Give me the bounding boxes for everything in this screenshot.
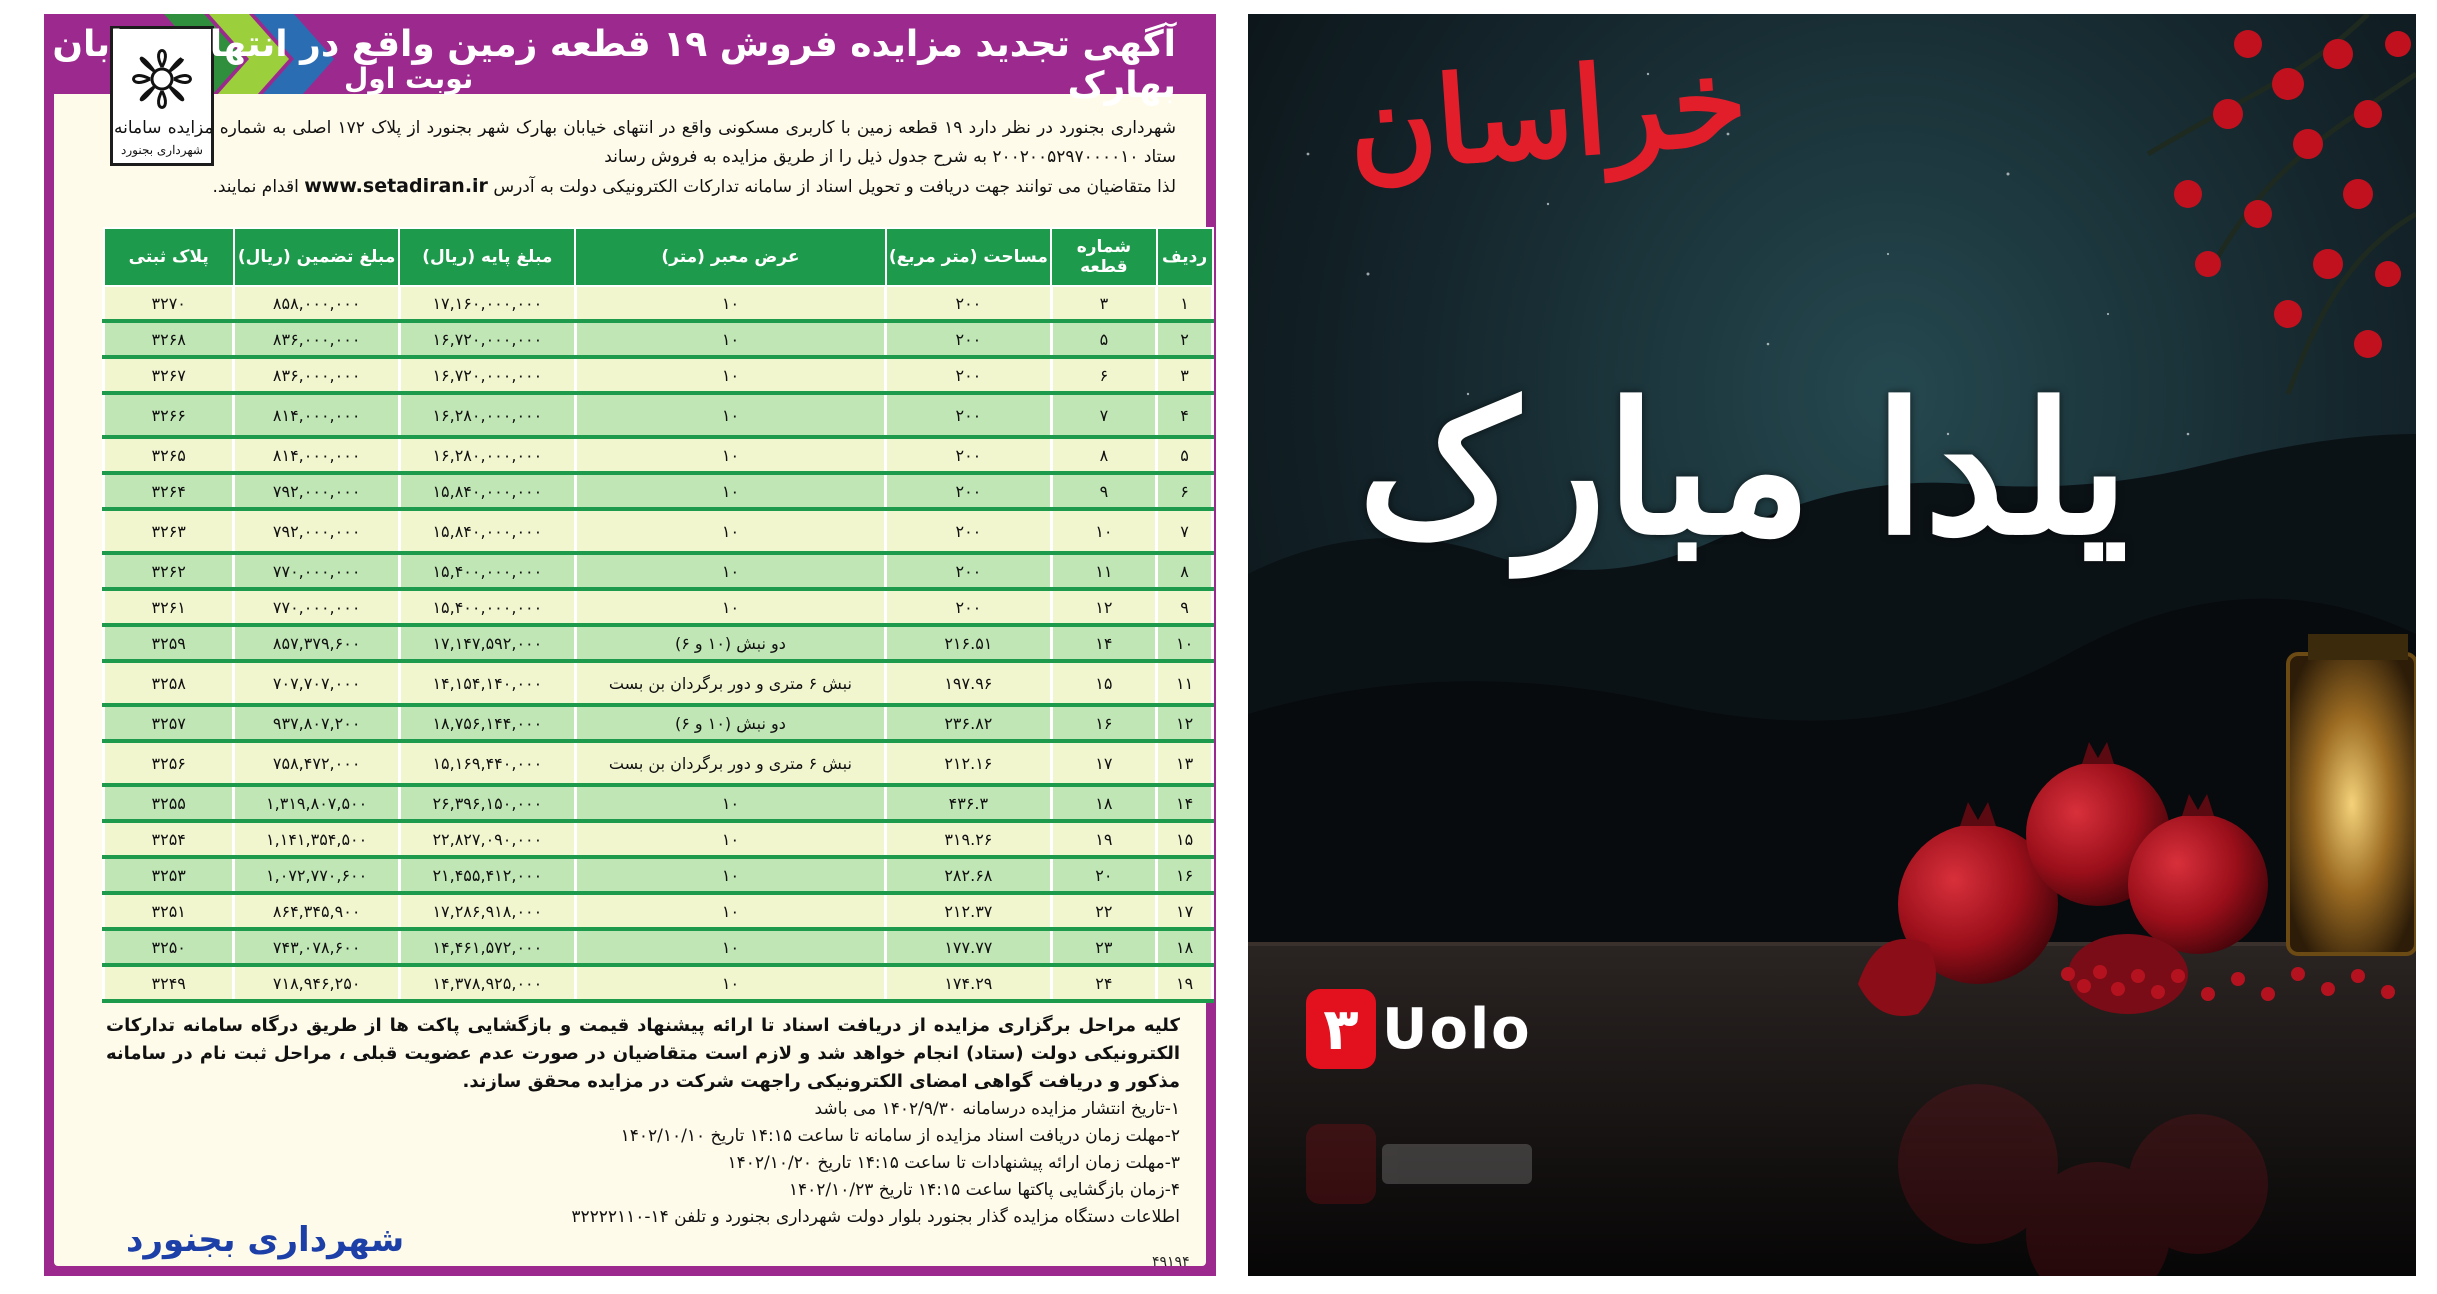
col-street-width-cell: ۱۰ (575, 929, 885, 965)
col-row-number-cell: ۵ (1157, 437, 1213, 473)
yalda-greeting: یلدا مبارک (1358, 364, 2129, 575)
col-lot-number-cell: ۱۸ (1051, 785, 1157, 821)
brand-logo (1306, 986, 1532, 1072)
col-lot-number-cell: ۱۴ (1051, 625, 1157, 661)
procedure-note: کلیه مراحل برگزاری مزایده از دریافت اسناد تا ارائه پیشنهاد قیمت و بازگشایی پاکت ها از طریق درگاه سامانه تدارکات الکترونیکی دولت (ستاد) انجام خواهد شد و لازم است متقاضیان در صورت عدم عضویت قبلی ، مراحل ثبت نام در سامانه مذکور و دریافت گواهی امضای الکترونیکی راجهت شرکت در مزایده محقق سازند. (106, 1015, 1180, 1092)
col-registry-plate-cell: ۳۲۵۱ (104, 893, 234, 929)
step-2: ۲-مهلت زمان دریافت اسناد مزایده از سامانه تا ساعت ۱۴:۱۵ تاریخ ۱۴۰۲/۱۰/۱۰ (620, 1126, 1180, 1146)
col-guarantee-cell: ۸۳۶,۰۰۰,۰۰۰ (234, 357, 400, 393)
col-area-cell: ۲۳۶.۸۲ (886, 705, 1052, 741)
col-street-width-cell: دو نبش (۱۰ و ۶) (575, 625, 885, 661)
table-body (104, 286, 1213, 1001)
table-header-row (104, 228, 1213, 286)
col-area-cell: ۳۱۹.۲۶ (886, 821, 1052, 857)
col-area-cell: ۲۱۲.۱۶ (886, 741, 1052, 785)
col-street-width-cell: ۱۰ (575, 357, 885, 393)
auction-notice (44, 14, 1216, 1276)
step-4: ۴-زمان بازگشایی پاکتها ساعت ۱۴:۱۵ تاریخ ۱۴۰۲/۱۰/۲۳ (788, 1180, 1180, 1200)
table-row (104, 393, 1213, 437)
col-base-price-cell: ۱۴,۴۶۱,۵۷۲,۰۰۰ (399, 929, 575, 965)
intro-text-2: لذا متقاضیان می توانند جهت دریافت و تحویل اسناد از سامانه تدارکات الکترونیکی دولت به آدرس (493, 177, 1176, 197)
notice-code: ۴۹۱۹۴ (1152, 1254, 1190, 1270)
col-street-width-cell: ۱۰ (575, 857, 885, 893)
col-street-width-cell: ۱۰ (575, 509, 885, 553)
col-lot-number-cell: ۲۴ (1051, 965, 1157, 1001)
col-lot-number-cell: ۸ (1051, 437, 1157, 473)
col-guarantee-cell: ۷۷۰,۰۰۰,۰۰۰ (234, 589, 400, 625)
table-row (104, 553, 1213, 589)
step-1: ۱-تاریخ انتشار مزایده درسامانه ۱۴۰۲/۹/۳۰ می باشد (814, 1099, 1180, 1119)
col-street-width-cell: نبش ۶ متری و دور برگردان بن بست (575, 661, 885, 705)
col-base-price-cell: ۱۴,۳۷۸,۹۲۵,۰۰۰ (399, 965, 575, 1001)
col-registry-plate-cell: ۳۲۵۶ (104, 741, 234, 785)
table-row (104, 705, 1213, 741)
col-row-number-cell: ۸ (1157, 553, 1213, 589)
col-guarantee-cell: ۷۱۸,۹۴۶,۲۵۰ (234, 965, 400, 1001)
col-registry-plate-cell: ۳۲۶۸ (104, 321, 234, 357)
intro-text-3: اقدام نمایند. (212, 177, 299, 197)
col-area-header: مساحت (متر مربع) (886, 228, 1052, 286)
col-area-cell: ۲۰۰ (886, 393, 1052, 437)
col-base-price-cell: ۱۵,۴۰۰,۰۰۰,۰۰۰ (399, 553, 575, 589)
table-row (104, 741, 1213, 785)
col-area-cell: ۲۰۰ (886, 553, 1052, 589)
brand-mark-icon: ۳ (1306, 989, 1376, 1069)
col-lot-number-cell: ۲۰ (1051, 857, 1157, 893)
col-street-width-cell: نبش ۶ متری و دور برگردان بن بست (575, 741, 885, 785)
col-row-number-cell: ۱۸ (1157, 929, 1213, 965)
col-guarantee-cell: ۷۹۲,۰۰۰,۰۰۰ (234, 473, 400, 509)
col-base-price-cell: ۱۴,۱۵۴,۱۴۰,۰۰۰ (399, 661, 575, 705)
table-row (104, 965, 1213, 1001)
col-lot-number-cell: ۶ (1051, 357, 1157, 393)
col-lot-number-cell: ۱۶ (1051, 705, 1157, 741)
col-guarantee-cell: ۸۵۷,۳۷۹,۶۰۰ (234, 625, 400, 661)
col-street-width-cell: ۱۰ (575, 553, 885, 589)
col-base-price-header: مبلغ پایه (ریال) (399, 228, 575, 286)
contact-info: اطلاعات دستگاه مزایده گذار بجنورد بلوار دولت شهرداری بجنورد و تلفن ۱۴-۳۲۲۲۲۱۱۰ (571, 1207, 1180, 1227)
col-base-price-cell: ۱۶,۷۲۰,۰۰۰,۰۰۰ (399, 357, 575, 393)
col-row-number-cell: ۱۱ (1157, 661, 1213, 705)
col-street-width-cell: ۱۰ (575, 821, 885, 857)
table-row (104, 661, 1213, 705)
col-guarantee-cell: ۸۶۴,۳۴۵,۹۰۰ (234, 893, 400, 929)
table-row (104, 473, 1213, 509)
col-guarantee-cell: ۷۷۰,۰۰۰,۰۰۰ (234, 553, 400, 589)
col-base-price-cell: ۱۵,۱۶۹,۴۴۰,۰۰۰ (399, 741, 575, 785)
col-row-number-cell: ۱۹ (1157, 965, 1213, 1001)
col-registry-plate-header: پلاک ثبتی (104, 228, 234, 286)
col-street-width-cell: ۱۰ (575, 321, 885, 357)
setad-website-link[interactable]: www.setadiran.ir (304, 175, 488, 197)
col-street-width-cell: ۱۰ (575, 393, 885, 437)
col-registry-plate-cell: ۳۲۶۳ (104, 509, 234, 553)
col-registry-plate-cell: ۳۲۶۶ (104, 393, 234, 437)
col-guarantee-cell: ۱,۳۱۹,۸۰۷,۵۰۰ (234, 785, 400, 821)
col-area-cell: ۴۳۶.۳ (886, 785, 1052, 821)
col-row-number-cell: ۱۷ (1157, 893, 1213, 929)
col-registry-plate-cell: ۳۲۵۵ (104, 785, 234, 821)
col-street-width-cell: دو نبش (۱۰ و ۶) (575, 705, 885, 741)
col-base-price-cell: ۱۶,۲۸۰,۰۰۰,۰۰۰ (399, 437, 575, 473)
col-lot-number-cell: ۱۷ (1051, 741, 1157, 785)
col-base-price-cell: ۱۵,۴۰۰,۰۰۰,۰۰۰ (399, 589, 575, 625)
col-lot-number-cell: ۱۹ (1051, 821, 1157, 857)
signature: شهرداری بجنورد (126, 1220, 405, 1260)
col-area-cell: ۲۰۰ (886, 589, 1052, 625)
col-guarantee-cell: ۹۳۷,۸۰۷,۲۰۰ (234, 705, 400, 741)
col-guarantee-cell: ۷۰۷,۷۰۷,۰۰۰ (234, 661, 400, 705)
col-area-cell: ۱۷۴.۲۹ (886, 965, 1052, 1001)
col-lot-number-cell: ۱۱ (1051, 553, 1157, 589)
col-row-number-cell: ۷ (1157, 509, 1213, 553)
logo-caption: شهرداری بجنورد (121, 143, 203, 157)
col-street-width-cell: ۱۰ (575, 473, 885, 509)
col-lot-number-cell: ۲۳ (1051, 929, 1157, 965)
col-registry-plate-cell: ۳۲۶۴ (104, 473, 234, 509)
table-row (104, 785, 1213, 821)
col-base-price-cell: ۱۶,۲۸۰,۰۰۰,۰۰۰ (399, 393, 575, 437)
col-lot-number-cell: ۱۲ (1051, 589, 1157, 625)
col-guarantee-cell: ۱,۰۷۲,۷۷۰,۶۰۰ (234, 857, 400, 893)
brand-reflection (1306, 1124, 1532, 1204)
lots-table-wrapper (102, 227, 1214, 1003)
col-area-cell: ۲۱۶.۵۱ (886, 625, 1052, 661)
intro-text-1: شهرداری بجنورد در نظر دارد ۱۹ قطعه زمین با کاربری مسکونی واقع در انتهای خیابان بهارک شهر بجنورد از پلاک ۱۷۲ اصلی به شماره مزایده سامانه ستاد ۲۰۰۲۰۰۵۲۹۷۰۰۰۰۱۰ به شرح جدول ذیل را از طریق مزایده به فروش رساند (114, 118, 1176, 167)
col-street-width-cell: ۱۰ (575, 965, 885, 1001)
col-registry-plate-cell: ۳۲۶۵ (104, 437, 234, 473)
col-area-cell: ۲۰۰ (886, 437, 1052, 473)
col-base-price-cell: ۱۶,۷۲۰,۰۰۰,۰۰۰ (399, 321, 575, 357)
col-lot-number-cell: ۷ (1051, 393, 1157, 437)
table-row (104, 321, 1213, 357)
col-base-price-cell: ۲۶,۳۹۶,۱۵۰,۰۰۰ (399, 785, 575, 821)
lots-table (102, 227, 1214, 1003)
col-registry-plate-cell: ۳۲۴۹ (104, 965, 234, 1001)
notice-notes (106, 1012, 1180, 1231)
col-registry-plate-cell: ۳۲۵۷ (104, 705, 234, 741)
col-base-price-cell: ۱۷,۱۴۷,۵۹۲,۰۰۰ (399, 625, 575, 661)
col-base-price-cell: ۱۷,۲۸۶,۹۱۸,۰۰۰ (399, 893, 575, 929)
col-base-price-cell: ۱۵,۸۴۰,۰۰۰,۰۰۰ (399, 473, 575, 509)
col-base-price-cell: ۱۸,۷۵۶,۱۴۴,۰۰۰ (399, 705, 575, 741)
col-row-number-cell: ۶ (1157, 473, 1213, 509)
notice-intro (114, 114, 1176, 202)
col-guarantee-cell: ۷۹۲,۰۰۰,۰۰۰ (234, 509, 400, 553)
brand-wordmark: Uolo (1382, 996, 1532, 1062)
col-guarantee-cell: ۸۵۸,۰۰۰,۰۰۰ (234, 286, 400, 321)
col-guarantee-header: مبلغ تضمین (ریال) (234, 228, 400, 286)
col-registry-plate-cell: ۳۲۵۸ (104, 661, 234, 705)
table-row (104, 357, 1213, 393)
col-lot-number-cell: ۲۲ (1051, 893, 1157, 929)
col-registry-plate-cell: ۳۲۶۷ (104, 357, 234, 393)
col-base-price-cell: ۱۷,۱۶۰,۰۰۰,۰۰۰ (399, 286, 575, 321)
table-row (104, 821, 1213, 857)
col-guarantee-cell: ۱,۱۴۱,۳۵۴,۵۰۰ (234, 821, 400, 857)
col-row-number-cell: ۱۶ (1157, 857, 1213, 893)
col-registry-plate-cell: ۳۲۷۰ (104, 286, 234, 321)
col-street-width-cell: ۱۰ (575, 589, 885, 625)
table-row (104, 589, 1213, 625)
col-base-price-cell: ۲۲,۸۲۷,۰۹۰,۰۰۰ (399, 821, 575, 857)
col-base-price-cell: ۱۵,۸۴۰,۰۰۰,۰۰۰ (399, 509, 575, 553)
col-guarantee-cell: ۷۵۸,۴۷۲,۰۰۰ (234, 741, 400, 785)
col-lot-number-cell: ۵ (1051, 321, 1157, 357)
col-street-width-cell: ۱۰ (575, 785, 885, 821)
col-registry-plate-cell: ۳۲۵۳ (104, 857, 234, 893)
col-guarantee-cell: ۷۴۳,۰۷۸,۶۰۰ (234, 929, 400, 965)
table-row (104, 509, 1213, 553)
night-scene-illustration (1248, 14, 2416, 1276)
col-guarantee-cell: ۸۳۶,۰۰۰,۰۰۰ (234, 321, 400, 357)
col-area-cell: ۲۸۲.۶۸ (886, 857, 1052, 893)
col-registry-plate-cell: ۳۲۶۲ (104, 553, 234, 589)
col-area-cell: ۲۰۰ (886, 321, 1052, 357)
col-lot-number-cell: ۱۵ (1051, 661, 1157, 705)
col-row-number-cell: ۱۵ (1157, 821, 1213, 857)
col-registry-plate-cell: ۳۲۵۴ (104, 821, 234, 857)
table-row (104, 857, 1213, 893)
table-row (104, 437, 1213, 473)
col-row-number-cell: ۱۰ (1157, 625, 1213, 661)
col-registry-plate-cell: ۳۲۶۱ (104, 589, 234, 625)
col-lot-number-cell: ۳ (1051, 286, 1157, 321)
newspaper-name: خراسان (1343, 30, 1752, 199)
col-area-cell: ۲۰۰ (886, 473, 1052, 509)
table-row (104, 286, 1213, 321)
col-row-number-cell: ۱۳ (1157, 741, 1213, 785)
col-row-number-header: ردیف (1157, 228, 1213, 286)
col-area-cell: ۱۷۷.۷۷ (886, 929, 1052, 965)
col-base-price-cell: ۲۱,۴۵۵,۴۱۲,۰۰۰ (399, 857, 575, 893)
col-area-cell: ۲۰۰ (886, 286, 1052, 321)
col-registry-plate-cell: ۳۲۵۰ (104, 929, 234, 965)
col-area-cell: ۲۰۰ (886, 509, 1052, 553)
step-3: ۳-مهلت زمان ارائه پیشنهادات تا ساعت ۱۴:۱۵ تاریخ ۱۴۰۲/۱۰/۲۰ (727, 1153, 1180, 1173)
col-row-number-cell: ۹ (1157, 589, 1213, 625)
notice-title: آگهی تجدید مزایده فروش ۱۹ قطعه زمین واقع در انتهای خیابان بهارک (52, 24, 1176, 106)
col-row-number-cell: ۱۴ (1157, 785, 1213, 821)
col-area-cell: ۱۹۷.۹۶ (886, 661, 1052, 705)
col-street-width-cell: ۱۰ (575, 893, 885, 929)
col-row-number-cell: ۱۲ (1157, 705, 1213, 741)
col-street-width-header: عرض معبر (متر) (575, 228, 885, 286)
yalda-card (1248, 14, 2416, 1276)
col-area-cell: ۲۱۲.۳۷ (886, 893, 1052, 929)
col-registry-plate-cell: ۳۲۵۹ (104, 625, 234, 661)
col-street-width-cell: ۱۰ (575, 437, 885, 473)
table-row (104, 929, 1213, 965)
col-guarantee-cell: ۸۱۴,۰۰۰,۰۰۰ (234, 393, 400, 437)
col-row-number-cell: ۳ (1157, 357, 1213, 393)
col-guarantee-cell: ۸۱۴,۰۰۰,۰۰۰ (234, 437, 400, 473)
col-row-number-cell: ۴ (1157, 393, 1213, 437)
table-row (104, 893, 1213, 929)
col-lot-number-cell: ۹ (1051, 473, 1157, 509)
col-street-width-cell: ۱۰ (575, 286, 885, 321)
col-row-number-cell: ۲ (1157, 321, 1213, 357)
table-row (104, 625, 1213, 661)
col-lot-number-cell: ۱۰ (1051, 509, 1157, 553)
col-row-number-cell: ۱ (1157, 286, 1213, 321)
notice-round: نوبت اول (344, 62, 474, 95)
col-area-cell: ۲۰۰ (886, 357, 1052, 393)
col-lot-number-header: شماره قطعه (1051, 228, 1157, 286)
